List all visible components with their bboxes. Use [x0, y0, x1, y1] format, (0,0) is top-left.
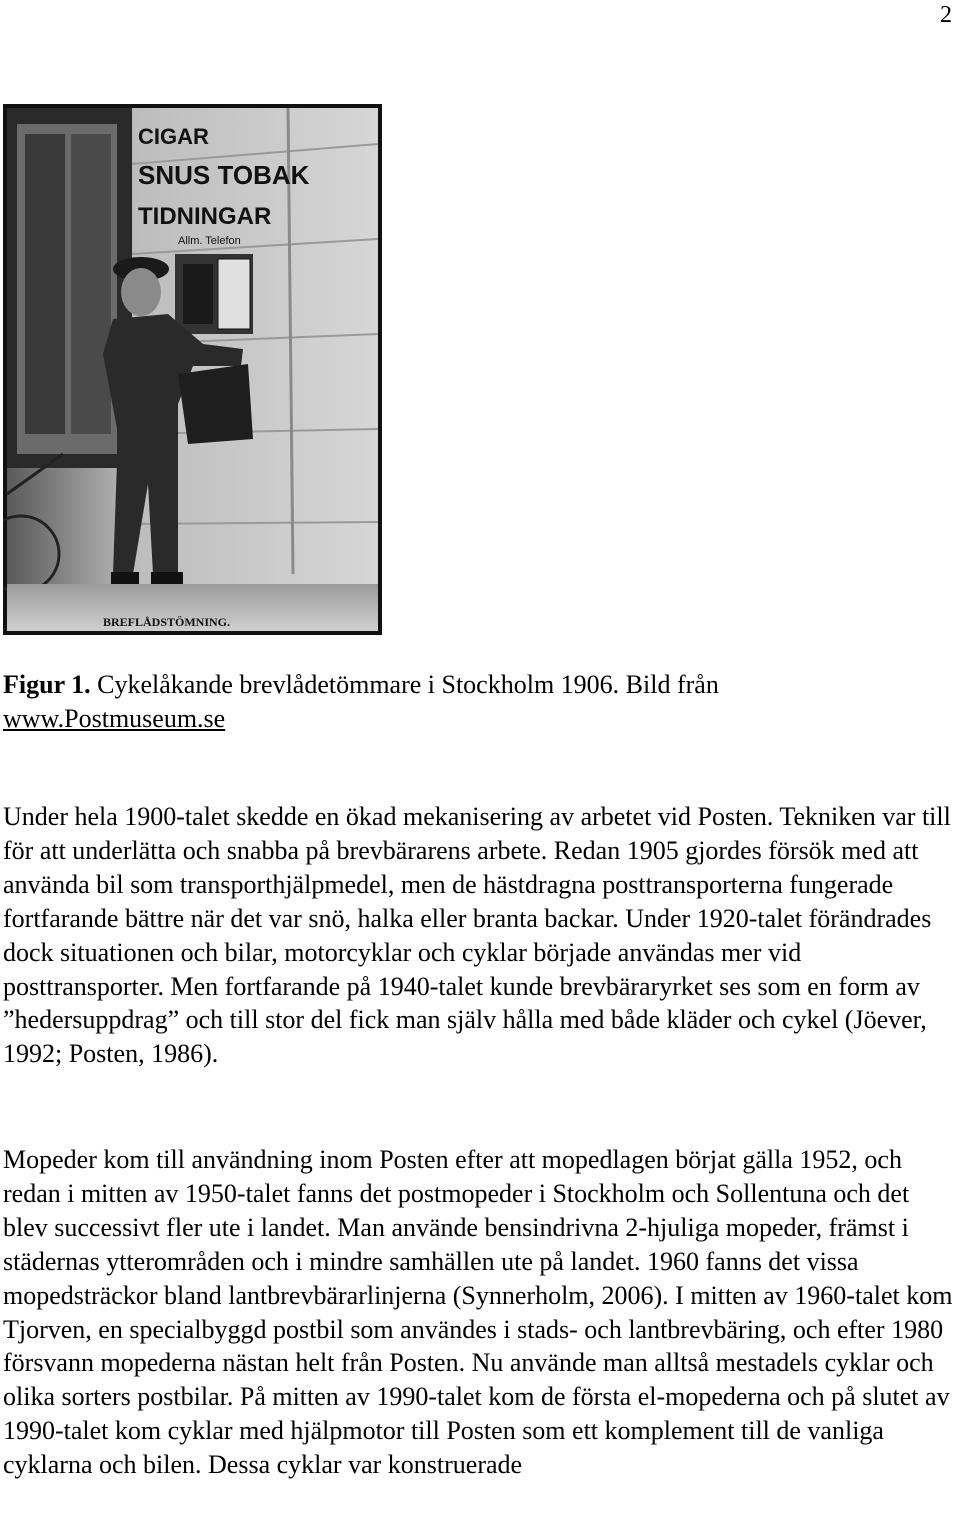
sign-text-snus-tobak: SNUS TOBAK — [138, 160, 310, 190]
photo-caption-text: BREFLÅDSTÖMNING. — [103, 615, 231, 629]
body-paragraph-2: Mopeder kom till användning inom Posten efter att mopedlagen börjat gälla 1952, och redan i mitten av 1950-talet fanns det postmopeder i Stockholm och Sollentuna och det blev successivt fler ute i landet. Man använde bensindrivna 2-hjuliga mopeder, främst i städernas ytterområden och i mindre samhällen ute på landet. 1960 fanns det vissa mopedsträckor bland lantbrevbärarlinjerna (Synnerholm, 2006). I mitten av 1960-talet kom Tjorven, en specialbyggd postbil som användes i stads- och lantbrevbäring, och efter 1980 försvann mopederna nästan helt från Posten. Nu använde man alltså mestadels cyklar och olika sorters postbilar. På mitten av 1990-talet kom de första el-mopederna och på slutet av 1990-talet kom cyklar med hjälpmotor till Posten som ett komplement till de vanliga cyklarna och bilen. Dessa cyklar var konstruerade — [3, 1145, 953, 1480]
page-number: 2 — [940, 2, 952, 28]
figure-label: Figur 1. — [3, 670, 91, 699]
sign-text-telefon: Allm. Telefon — [178, 235, 241, 247]
figure-caption-text: Cykelåkande brevlådetömmare i Stockholm 1906. Bild från — [97, 670, 719, 699]
postmuseum-link[interactable]: www.Postmuseum.se — [3, 704, 226, 733]
figure-caption — [3, 668, 953, 736]
historical-photo — [3, 104, 382, 635]
sign-text-cigar: CIGAR — [138, 124, 209, 149]
sign-text-tidningar: TIDNINGAR — [138, 203, 272, 230]
body-paragraph-1: Under hela 1900-talet skedde en ökad mekanisering av arbetet vid Posten. Tekniken var till för att underlätta och snabba på brevbärarens arbete. Redan 1905 gjordes försök med att använda bil som transporthjälpmedel, men de hästdragna posttransporterna fungerade fortfarande bättre när det var snö, halka eller branta backar. Under 1920-talet förändrades dock situationen och bilar, motorcyklar och cyklar började användas mer vid posttransporter. Men fortfarande på 1940-talet kunde brevbäraryrket ses som en form av ”hedersuppdrag” och till stor del fick man själv hålla med både kläder och cykel (Jöever, 1992; Posten, 1986). — [3, 802, 951, 1069]
photo-illustration — [3, 104, 382, 635]
